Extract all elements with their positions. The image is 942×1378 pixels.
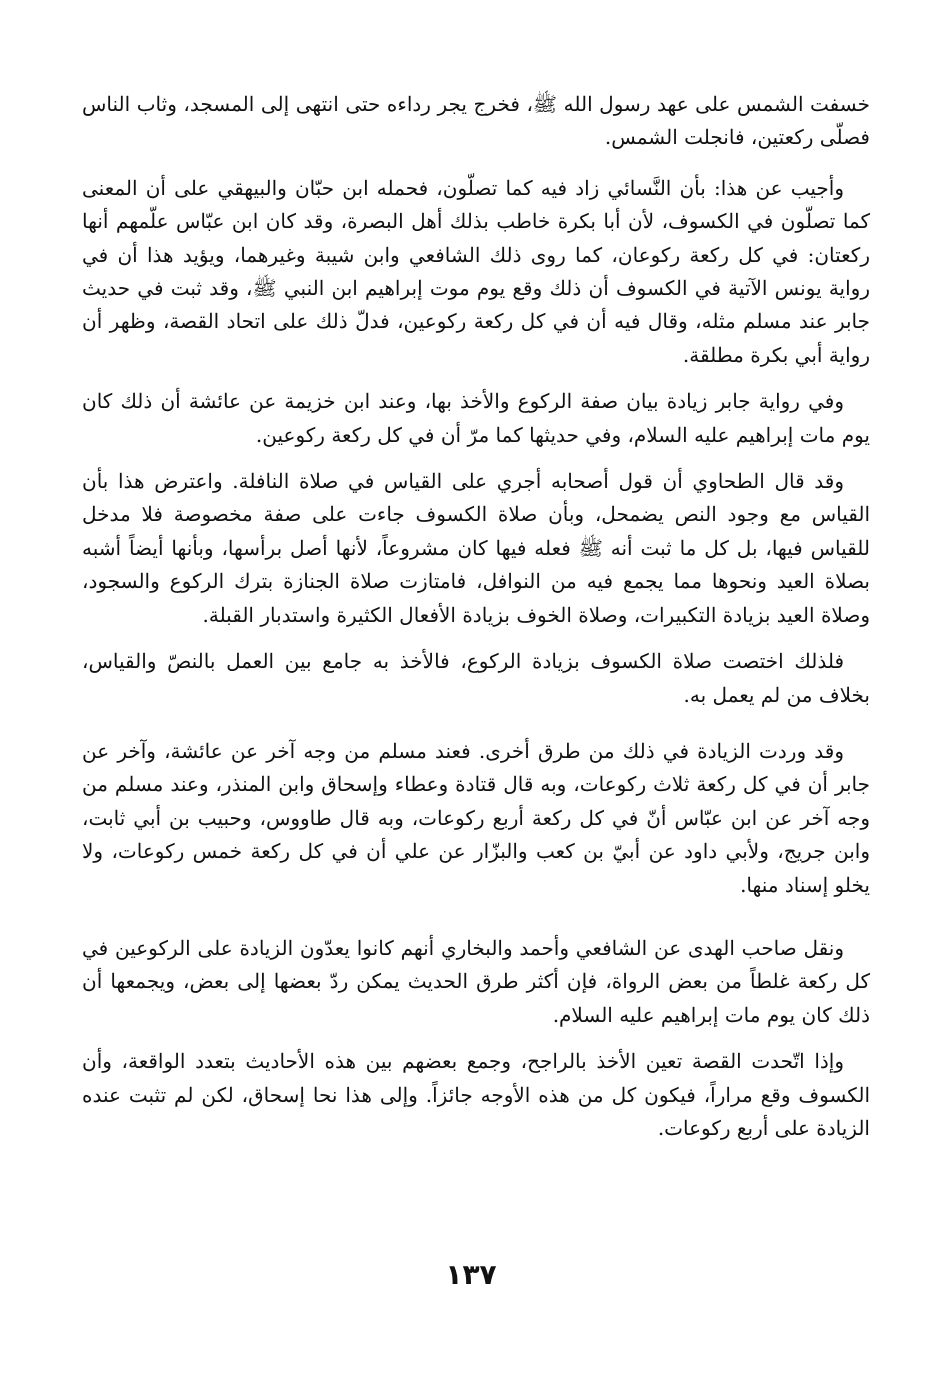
paragraph-2: وأجيب عن هذا: بأن النَّسائي زاد فيه كما تصلّون، فحمله ابن حبّان والبيهقي على أن المعنى كما تصلّون في الكسوف، لأن أبا بكرة خاطب بذلك أهل البصرة، وقد كان ابن عبّاس علّمهم أنها ركعتان: في كل ركعة ركوعان، كما روى ذلك الشافعي وابن شيبة وغيرهما، ويؤيد هذا أن في رواية يونس الآتية في الكسوف أن ذلك وقع يوم موت إبراهيم ابن النبي ﷺ، وقد ثبت في حديث جابر عند مسلم مثله، وقال فيه أن في كل ركعة ركوعين، فدلّ ذلك على اتحاد القصة، وظهر أن رواية أبي بكرة مطلقة. — [82, 175, 870, 367]
page-number: ١٣٧ — [445, 1258, 497, 1291]
page-body — [82, 88, 870, 1145]
paragraph-4: وقد قال الطحاوي أن قول أصحابه أجري على القياس في صلاة النافلة. واعترض هذا بأن القياس مع وجود النص يضمحل، وبأن صلاة الكسوف جاءت على صفة مخصوصة فلا مدخل للقياس فيها، بل كل ما ثبت أنه ﷺ فعله فيها كان مشروعاً، لأنها أصل برأسها، وبأنها أيضاً أشبه بصلاة العيد ونحوها مما يجمع فيه من النوافل، فامتازت صلاة الجنازة بترك الركوع والسجود، وصلاة العيد بزيادة التكبيرات، وصلاة الخوف بزيادة الأفعال الكثيرة واستدبار القبلة. — [82, 469, 871, 627]
paragraph-5: فلذلك اختصت صلاة الكسوف بزيادة الركوع، فالأخذ به جامع بين العمل بالنصّ والقياس، بخلاف من لم يعمل به. — [82, 649, 870, 707]
paragraph-7: ونقل صاحب الهدى عن الشافعي وأحمد والبخاري أنهم كانوا يعدّون الزيادة على الركوعين في كل ركعة غلطاً من بعض الرواة، فإن أكثر طرق الحديث يمكن ردّ بعضها إلى بعض، ويجمعها أن ذلك كان يوم مات إبراهيم عليه السلام. — [82, 935, 870, 1027]
paragraph-6: وقد وردت الزيادة في ذلك من طرق أخرى. فعند مسلم من وجه آخر عن عائشة، وآخر عن جابر أن في كل ركعة ثلاث ركوعات، وبه قال قتادة وعطاء وإسحاق وابن المنذر، وعند مسلم من وجه آخر عن ابن عبّاس أنّ في كل ركعة أربع ركوعات، وبه قال طاووس، وحبيب بن أبي ثابت، وابن جريج، ولأبي داود عن أبيّ بن كعب والبزّار عن علي أن في كل ركعة خمس ركوعات، ولا يخلو إسناد منها. — [82, 738, 870, 897]
paragraph-8: وإذا اتّحدت القصة تعين الأخذ بالراجح، وجمع بعضهم بين هذه الأحاديث بتعدد الواقعة، وأن الكسوف وقع مراراً، فيكون كل من هذه الأوجه جائزاً. وإلى هذا نحا إسحاق، لكن لم تثبت عنده الزيادة على أربع ركوعات. — [82, 1049, 870, 1140]
paragraph-3: وفي رواية جابر زيادة بيان صفة الركوع والأخذ بها، وعند ابن خزيمة عن عائشة أن ذلك كان يوم مات إبراهيم عليه السلام، وفي حديثها كما مرّ أن في كل ركعة ركوعين. — [82, 389, 870, 447]
paragraph-1: خسفت الشمس على عهد رسول الله ﷺ، فخرج يجر رداءه حتى انتهى إلى المسجد، وثاب الناس فصلّى ركعتين، فانجلت الشمس. — [82, 92, 870, 150]
